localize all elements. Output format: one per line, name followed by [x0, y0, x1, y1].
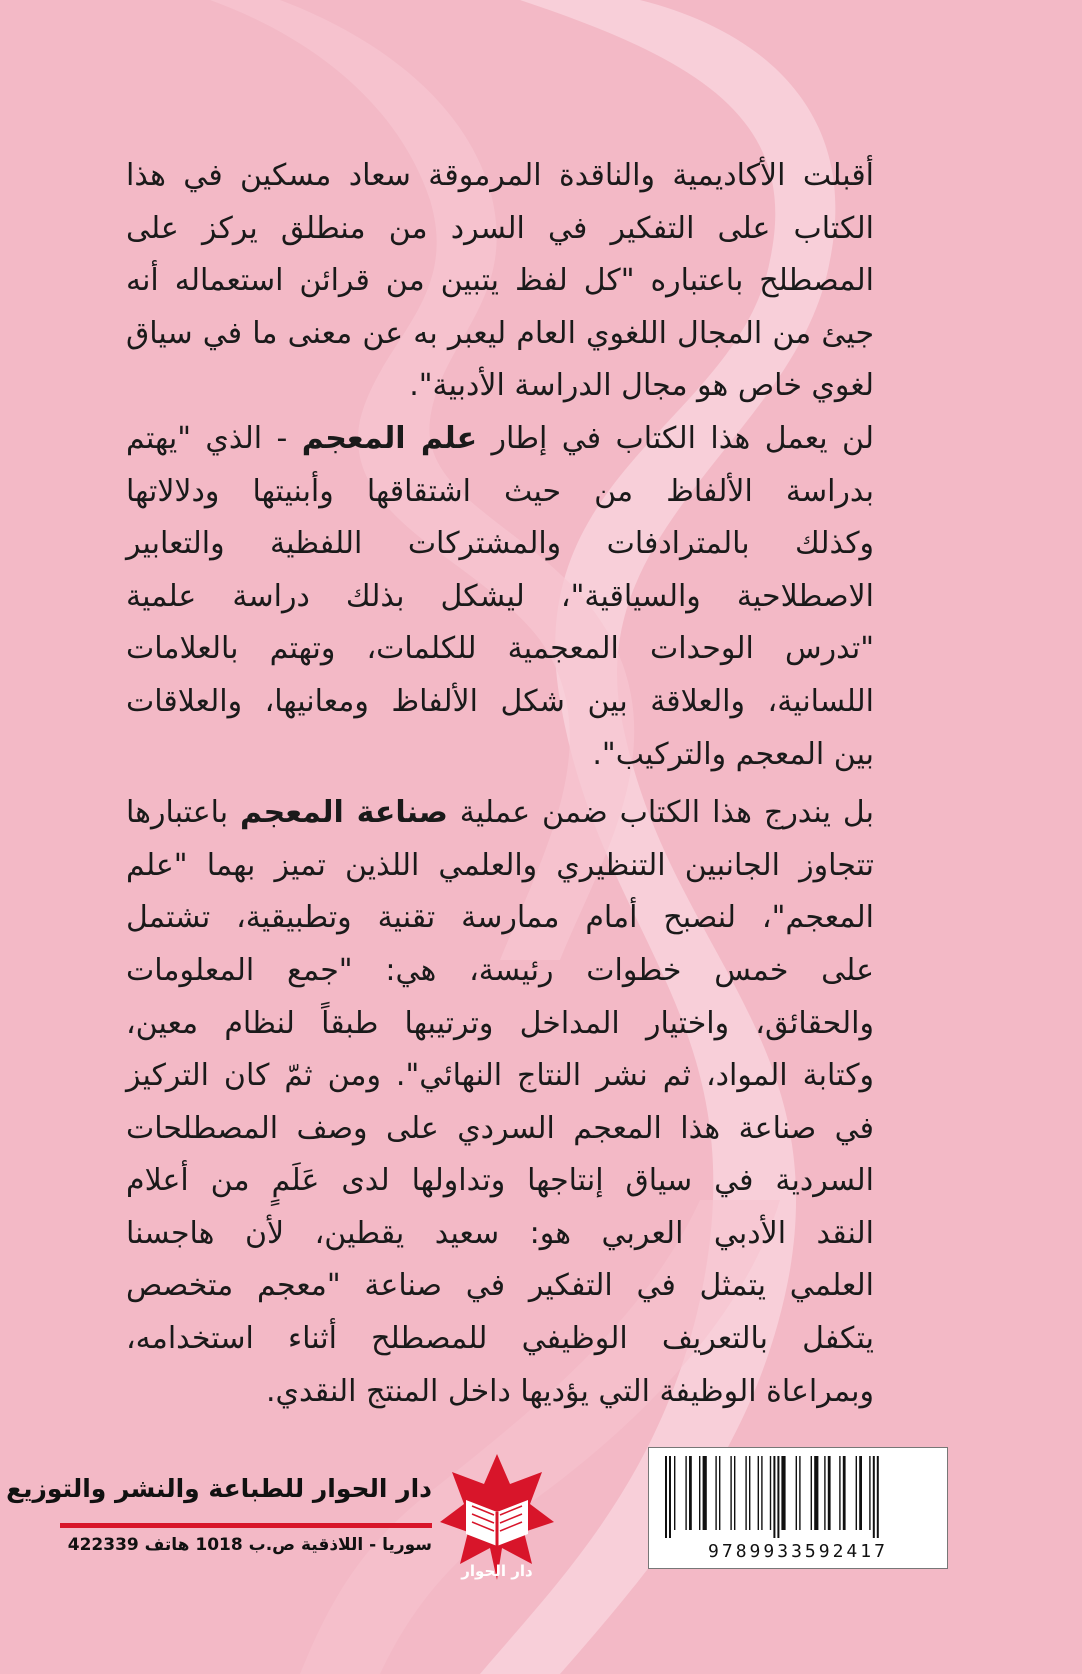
bold-term-lexicology: علم المعجم [301, 420, 478, 456]
barcode-bar [796, 1456, 797, 1530]
barcode-bar [799, 1456, 800, 1530]
back-cover-text [126, 150, 874, 1418]
barcode-bar [814, 1456, 818, 1530]
publisher-divider [60, 1523, 432, 1528]
barcode-bar [781, 1456, 785, 1530]
barcode-bar [777, 1456, 779, 1538]
paragraph-3-line: النقد الأدبي العربي هو: سعيد يقطين، لأن هاجسنا [126, 1215, 874, 1251]
paragraph-3-first-line: بل يندرج هذا الكتاب ضمن عملية صناعة المعجم باعتبارها [126, 795, 874, 831]
barcode-bar [715, 1456, 716, 1530]
paragraph-2-line: بين المعجم والتركيب". [592, 736, 874, 772]
bold-term-lexicography: صناعة المعجم [240, 795, 448, 831]
barcode-bar [773, 1456, 775, 1538]
paragraph-1-line: الكتاب على التفكير في السرد من منطلق يركز على [126, 210, 874, 246]
paragraph-3-line: العلمي يتمثل في التفكير في صناعة "معجم متخصص [126, 1268, 874, 1304]
barcode-bar [689, 1456, 692, 1530]
barcode-bar [669, 1456, 671, 1538]
isbn-number: 9789933592417 [708, 1541, 888, 1562]
paragraph-3-line: تتجاوز الجانبين التنظيري والعلمي اللذين تميز بهما "علم [126, 847, 874, 883]
barcode-bar [859, 1456, 862, 1530]
paragraph-2-line: "تدرس الوحدات المعجمية للكلمات، وتهتم بالعلامات [126, 631, 874, 667]
barcode-bar [749, 1456, 750, 1530]
paragraph-3-line: السردية في سياق إنتاجها وتداولها لدى عَلَمٍ من أعلام [126, 1163, 874, 1199]
paragraph-2-line: بدراسة الألفاظ من حيث اشتقاقها وأبنيتها ودلالاتها [126, 473, 874, 509]
barcode-bars [663, 1456, 933, 1538]
isbn-barcode [648, 1447, 948, 1569]
barcode-bar [703, 1456, 707, 1530]
barcode-bar [828, 1456, 831, 1530]
barcode-bar [699, 1456, 700, 1530]
paragraph-3-line: يتكفل بالتعريف الوظيفي للمصطلح أثناء استخدامه، [126, 1321, 874, 1357]
barcode-bar [770, 1456, 771, 1530]
barcode-bar [843, 1456, 846, 1530]
publisher-name: دار الحوار للطباعة والنشر والتوزيع [6, 1474, 432, 1503]
publisher-star-logo-icon [438, 1450, 556, 1588]
paragraph-3-line: والحقائق، واختيار المداخل وترتيبها طبقاً لنظام معين، [126, 1005, 874, 1041]
paragraph-3-line: وبمراعاة الوظيفة التي يؤديها داخل المنتج النقدي. [266, 1373, 874, 1409]
barcode-bar [877, 1456, 879, 1538]
barcode-bar [873, 1456, 875, 1538]
paragraph-3-line: على خمس خطوات رئيسة، هي: "جمع المعلومات [126, 952, 874, 988]
paragraph-2-first-line: لن يعمل هذا الكتاب في إطار علم المعجم - الذي "يهتم [126, 420, 874, 456]
paragraph-1-line: لغوي خاص هو مجال الدراسة الأدبية". [409, 368, 874, 404]
paragraph-1-line: أقبلت الأكاديمية والناقدة المرموقة سعاد مسكين في هذا [126, 158, 874, 193]
barcode-bar [674, 1456, 675, 1530]
barcode-bar [745, 1456, 746, 1530]
paragraph-3-line: وكتابة المواد، ثم نشر النتاج النهائي". ومن ثمّ كان التركيز [126, 1058, 874, 1094]
barcode-bar [665, 1456, 667, 1538]
barcode-bar [856, 1456, 857, 1530]
barcode-bar [758, 1456, 759, 1530]
paragraph-3-line: في صناعة هذا المعجم السردي على وصف المصطلحات [126, 1110, 874, 1146]
barcode-bar [719, 1456, 720, 1530]
barcode-bar [811, 1456, 812, 1530]
barcode-bar [824, 1456, 825, 1530]
barcode-bar [869, 1456, 870, 1530]
barcode-bar [839, 1456, 840, 1530]
paragraph-3-line: المعجم"، لنصبح أمام ممارسة تقنية وتطبيقية، تشتمل [126, 900, 874, 936]
paragraph-2-line: اللسانية، والعلاقة بين شكل الألفاظ ومعانيها، والعلاقات [126, 683, 874, 719]
publisher-address: سوريا - اللاذقية ص.ب 1018 هاتف 422339 [67, 1535, 432, 1555]
barcode-bar [734, 1456, 735, 1530]
barcode-bar [685, 1456, 686, 1530]
barcode-bar [730, 1456, 731, 1530]
paragraph-2-line: الاصطلاحية والسياقية"، ليشكل بذلك دراسة علمية [126, 578, 874, 614]
paragraph-1-line: جيئ من المجال اللغوي العام ليعبر به عن معنى ما في سياق [126, 315, 874, 351]
paragraph-1-line: المصطلح باعتباره "كل لفظ يتبين من قرائن استعماله أنه [126, 263, 874, 299]
logo-text: دار الحوار [461, 1562, 533, 1580]
paragraph-2-line: وكذلك بالمترادفات والمشتركات اللفظية والتعابير [126, 526, 874, 562]
barcode-bar [761, 1456, 762, 1530]
